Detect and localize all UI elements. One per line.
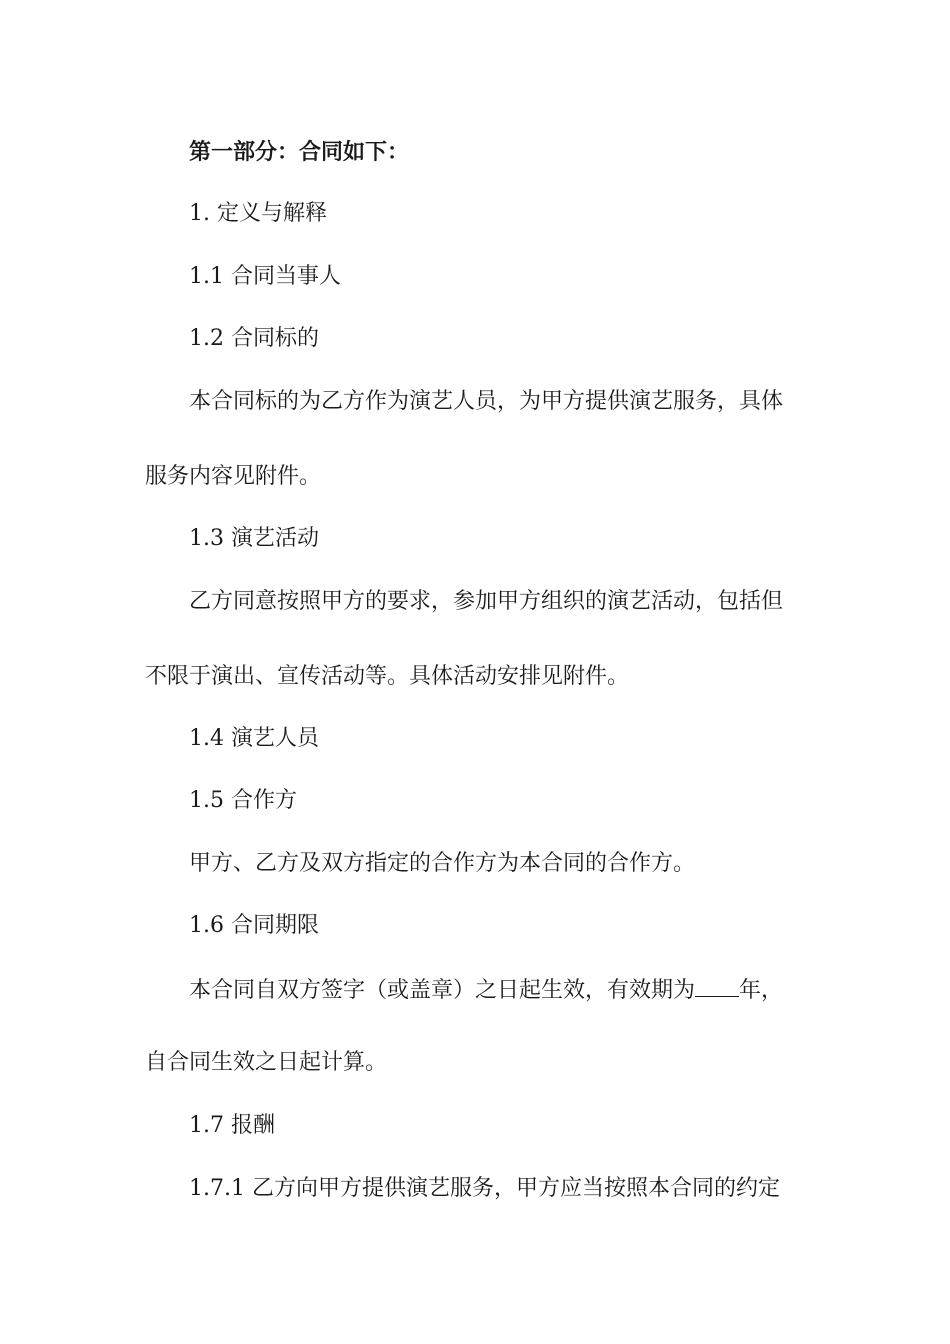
- paragraph-1-7-1-line-1: 1.7.1 乙方向甲方提供演艺服务，甲方应当按照本合同的约定: [189, 1176, 780, 1201]
- paragraph-1-3-line-1: 乙方同意按照甲方的要求，参加甲方组织的演艺活动，包括但: [189, 589, 784, 614]
- section-heading-1-7: 1.7 报酬: [189, 1113, 275, 1138]
- section-heading-1: 1. 定义与解释: [189, 201, 327, 226]
- section-heading-1-5: 1.5 合作方: [189, 788, 297, 813]
- paragraph-1-6-text-a: 本合同自双方签字（或盖章）之日起生效，有效期为: [189, 978, 696, 1003]
- section-heading-1-3: 1.3 演艺活动: [189, 526, 319, 551]
- paragraph-1-2-line-2: 服务内容见附件。: [145, 464, 322, 489]
- paragraph-1-6-line-2: 自合同生效之日起计算。: [145, 1050, 388, 1075]
- paragraph-1-2-line-1: 本合同标的为乙方作为演艺人员，为甲方提供演艺服务，具体: [189, 389, 784, 414]
- blank-line: [695, 976, 739, 997]
- paragraph-1-3-line-2: 不限于演出、宣传活动等。具体活动安排见附件。: [145, 664, 630, 689]
- section-heading-1-6: 1.6 合同期限: [189, 913, 319, 938]
- section-heading-1-4: 1.4 演艺人员: [189, 726, 319, 751]
- part-title: 第一部分：合同如下：: [189, 140, 410, 165]
- paragraph-1-6-text-b: 年，: [739, 978, 784, 1003]
- paragraph-1-6-line-1: [189, 976, 783, 1004]
- section-heading-1-2: 1.2 合同标的: [189, 326, 319, 351]
- section-heading-1-1: 1.1 合同当事人: [189, 264, 341, 289]
- paragraph-1-5: 甲方、乙方及双方指定的合作方为本合同的合作方。: [189, 851, 696, 876]
